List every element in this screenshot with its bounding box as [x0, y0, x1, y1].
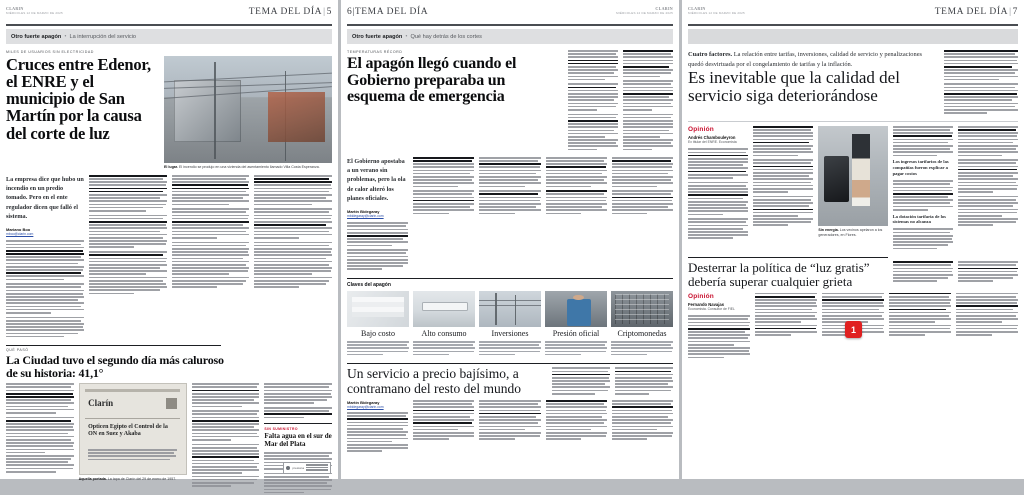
opinion-column-1	[688, 126, 748, 251]
secondary-side-col-b	[958, 261, 1018, 289]
body-text-block	[172, 175, 250, 288]
band-dot: •	[64, 33, 67, 40]
caption-text: La tapa de Clarín del 29 de enero de 1957.	[107, 477, 177, 482]
key-card-photo	[479, 291, 541, 327]
secondary-clipping-wrap	[79, 383, 187, 495]
subhead-2: La dotación tarifaria de los sistemas no alcanza	[892, 213, 946, 225]
key-card-bajo-costo[interactable]	[347, 291, 409, 357]
lead-column-1	[6, 175, 84, 339]
secondary-body-col-5	[956, 293, 1018, 360]
secondary-body-column-4	[546, 400, 607, 453]
band-subtitle: Qué hay detrás de los cortes	[410, 33, 482, 40]
lead-headline: Cruces entre Edenor, el ENRE y el municipio de San Martín por la causa del corte de luz	[6, 55, 151, 143]
keys-title: Claves del apagón	[347, 282, 391, 288]
clipping-lines	[88, 449, 177, 462]
logo-bars-icon	[306, 464, 328, 472]
dateline: MIÉRCOLES 12 DE MARZO DE 2025	[6, 11, 63, 15]
lead-byline: Mariano Boo	[6, 227, 31, 233]
subhead-1: Los ingresos tarifarios de las compañías fueron explicar a pagar costos	[892, 159, 949, 177]
opinion-role: Ex titular del ENRE. Economista	[688, 140, 737, 145]
opinion-label: Opinión	[688, 292, 714, 300]
body-text-block	[254, 175, 332, 288]
caption-label: El lugar.	[164, 165, 178, 169]
section-band-page-7	[688, 29, 1018, 44]
secondary-sidebar-col	[264, 383, 332, 495]
standfirst-text: La relación entre tarifas, inversiones, calidad de servicio y penalizaciones quedó desvirtuada por el congelamiento de tarifas y la inflación.	[688, 51, 923, 68]
secondary-body-col-2	[755, 293, 817, 360]
annotation-badge-1[interactable]: 1	[845, 321, 862, 338]
secondary-headline: Desterrar la política de “luz gratis” debería superar cualquier grieta	[688, 260, 870, 289]
secondary-byline: Martín Bidegaray	[347, 400, 380, 406]
masthead-rule	[688, 24, 1018, 26]
secondary-headline: La Ciudad tuvo el segundo día más caluroso de su historia: 41,1°	[6, 353, 224, 380]
key-card-photo	[413, 291, 475, 327]
masthead-logo	[616, 7, 673, 15]
page-5-lead	[0, 50, 338, 170]
caption-text: El incendio se produjo en una vivienda del asentamiento llamado Villa Costa Esperanza.	[178, 165, 320, 169]
section-name: TEMA DEL DÍA	[248, 7, 323, 17]
section-folio: 6|TEMA DEL DÍA	[347, 7, 429, 17]
body-text-block	[688, 315, 750, 358]
band-title: Otro fuerte apagón	[11, 33, 62, 40]
lead-side-column	[944, 50, 1018, 115]
opinion-photo-col	[818, 126, 887, 251]
masthead-rule	[347, 24, 673, 26]
body-text-block	[347, 412, 408, 452]
key-card-criptomonedas[interactable]	[611, 291, 673, 357]
body-column-1	[347, 157, 408, 272]
brand-name: CLARIN	[6, 6, 24, 11]
section-folio: TEMA DEL DÍA|5	[248, 7, 332, 17]
key-card-title: Criptomonedas	[617, 329, 667, 338]
secondary-body-column-3	[479, 400, 540, 453]
page-5	[0, 0, 338, 482]
clipping-caption	[79, 477, 187, 482]
key-card-inversiones[interactable]	[479, 291, 541, 357]
lead-byline-mail: mbidegaray@clarin.com	[347, 214, 384, 219]
sidebar-headline: Falta agua en el sur de Mar del Plata	[264, 432, 332, 449]
body-column-4	[546, 157, 607, 272]
lead-photo	[164, 56, 332, 163]
secondary-headline: Un servicio a precio bajísimo, a contramano del resto del mundo	[347, 366, 521, 396]
secondary-body-column-2	[413, 400, 474, 453]
section-name: TEMA DEL DÍA	[354, 7, 429, 17]
secondary-rule	[688, 257, 888, 258]
dateline: MIÉRCOLES 12 DE MARZO DE 2025	[616, 11, 673, 15]
key-card-photo	[347, 291, 409, 327]
lead-standfirst: La empresa dice que hubo un incendio en un predio tomado. Pero en el ente regulador dicen que falló el sistema.	[6, 175, 84, 221]
key-card-body	[347, 341, 409, 355]
clipping-headline: Opticen Egipto el Control de la ON en Suez y Akaba	[88, 423, 168, 437]
key-card-title: Inversiones	[491, 329, 529, 338]
masthead-logo	[688, 7, 745, 15]
page-6-masthead	[341, 0, 679, 24]
body-column-5	[612, 157, 673, 272]
band-subtitle: La interrupción del servicio	[69, 33, 137, 40]
secondary-rule	[347, 363, 673, 364]
page-7-masthead	[682, 0, 1024, 24]
section-name: TEMA DEL DÍA	[934, 7, 1009, 17]
page-6-secondary-body	[341, 400, 679, 453]
section-folio: TEMA DEL DÍA|7	[934, 7, 1018, 17]
page-6-body	[341, 157, 679, 272]
key-card-title: Presión oficial	[552, 329, 600, 338]
key-card-title: Alto consumo	[421, 329, 467, 338]
lead-standfirst	[688, 50, 938, 69]
generator-photo-caption	[818, 228, 887, 238]
body-text-block	[688, 148, 748, 239]
caption-text: Los vecinos apelaron a los generadores, en Flores.	[818, 227, 883, 237]
page-6	[341, 0, 679, 479]
body-column-2	[413, 157, 474, 272]
secondary-body-column-1	[347, 400, 408, 453]
opinion-author: Andrés Chambouleyron	[688, 134, 736, 140]
lead-column-2	[89, 175, 167, 339]
section-band-page-5	[6, 29, 332, 44]
body-column-3	[479, 157, 540, 272]
lead-headline: El apagón llegó cuando el Gobierno preparaba un esquema de emergencia	[347, 55, 517, 106]
page-folio: 6	[347, 7, 353, 17]
brand-name: CLARIN	[688, 6, 706, 11]
secondary-side-column-1	[552, 367, 610, 396]
key-card-body	[545, 341, 607, 355]
secondary-column-1	[6, 383, 74, 495]
lead-side-column-1	[568, 50, 618, 152]
sidebar-box-water	[264, 423, 332, 493]
page-folio: 5	[326, 7, 332, 17]
body-text-block	[6, 240, 84, 337]
brand-name: CLARIN	[655, 6, 673, 11]
opinion-bottom-column	[688, 293, 750, 360]
lead-byline: Martín Bidegaray	[347, 209, 380, 215]
page-6-secondary	[341, 363, 679, 396]
opinion-column-4	[958, 126, 1018, 251]
secondary-body-col-4	[889, 293, 951, 360]
sidebar-body-top	[264, 383, 332, 418]
keys-rule	[347, 278, 673, 279]
dateline: MIÉRCOLES 12 DE MARZO DE 2025	[688, 11, 745, 15]
page-7-lead	[682, 50, 1024, 115]
keys-section	[341, 278, 679, 357]
page-6-lead	[341, 50, 679, 152]
key-card-presion-oficial[interactable]	[545, 291, 607, 357]
page-5-secondary	[0, 345, 338, 379]
lead-kicker: MILES DE USUARIOS SIN ELECTRICIDAD	[6, 50, 94, 54]
body-text-block	[347, 222, 408, 270]
press-reader-logo	[283, 462, 331, 474]
masthead-logo	[6, 7, 63, 15]
opinion-role: Economista. Consultor de FIEL	[688, 307, 735, 312]
lead-column-4	[254, 175, 332, 339]
page-5-secondary-body	[0, 383, 338, 495]
key-card-photo	[611, 291, 673, 327]
secondary-body-column-5	[612, 400, 673, 453]
caption-label: Aquella portada.	[78, 477, 107, 482]
archive-clipping-photo	[79, 383, 187, 475]
page-folio: 7	[1012, 7, 1018, 17]
page-5-masthead	[0, 0, 338, 24]
secondary-side-col-a	[893, 261, 953, 289]
lead-byline-mail: mboo@clarin.com	[6, 232, 34, 237]
secondary-kicker: QUÉ PASÓ	[6, 348, 29, 353]
key-card-alto-consumo[interactable]	[413, 291, 475, 357]
opinion-column-2	[753, 126, 813, 251]
lead-headline: Es inevitable que la calidad del servicio siga deteriorándose	[688, 68, 900, 106]
secondary-byline-mail: mbidegaray@clarin.com	[347, 405, 384, 410]
lead-column-3	[172, 175, 250, 339]
clipping-mark	[166, 398, 177, 409]
key-card-photo	[545, 291, 607, 327]
section-band-page-6	[347, 29, 673, 44]
opinion-rule	[688, 121, 1018, 122]
band-title: Otro fuerte apagón	[352, 33, 403, 40]
lead-side-column-2	[623, 50, 673, 152]
lead-side-columns	[568, 50, 673, 152]
page-7	[682, 0, 1024, 479]
clipping-brand: Clarín	[88, 397, 114, 408]
secondary-side-column-2	[615, 367, 673, 396]
lead-photo-caption	[164, 165, 332, 170]
lead-kicker: TEMPERATURAS RÉCORD	[347, 50, 403, 54]
sidebar-kicker: SIN SUMINISTRO	[264, 427, 298, 432]
opinion-column-3	[893, 126, 953, 251]
secondary-rule	[6, 345, 221, 346]
page-7-opinion-top	[682, 121, 1024, 251]
opinion-author: Fernando Navajas	[688, 301, 725, 307]
band-dot: •	[405, 33, 408, 40]
key-card-body	[611, 341, 673, 355]
key-card-title: Bajo costo	[361, 329, 395, 338]
keys-cards	[347, 291, 673, 357]
secondary-column-2	[192, 383, 260, 495]
page-5-lead-columns	[0, 175, 338, 339]
key-card-body	[413, 341, 475, 355]
lead-standfirst: El Gobierno apostaba a un verano sin problemas, pero la ola de calor alteró los planes oficiales.	[347, 157, 406, 202]
page-7-secondary	[682, 257, 1024, 289]
logo-dot-icon	[286, 466, 290, 470]
body-text-block	[89, 175, 167, 294]
opinion-label: Opinión	[688, 125, 714, 133]
logo-label: presiona	[292, 466, 304, 471]
generator-photo	[818, 126, 887, 226]
key-card-body	[479, 341, 541, 355]
standfirst-lead: Cuatro factores.	[688, 51, 733, 58]
masthead-rule	[6, 24, 332, 26]
caption-label: Sin energía.	[818, 227, 839, 232]
